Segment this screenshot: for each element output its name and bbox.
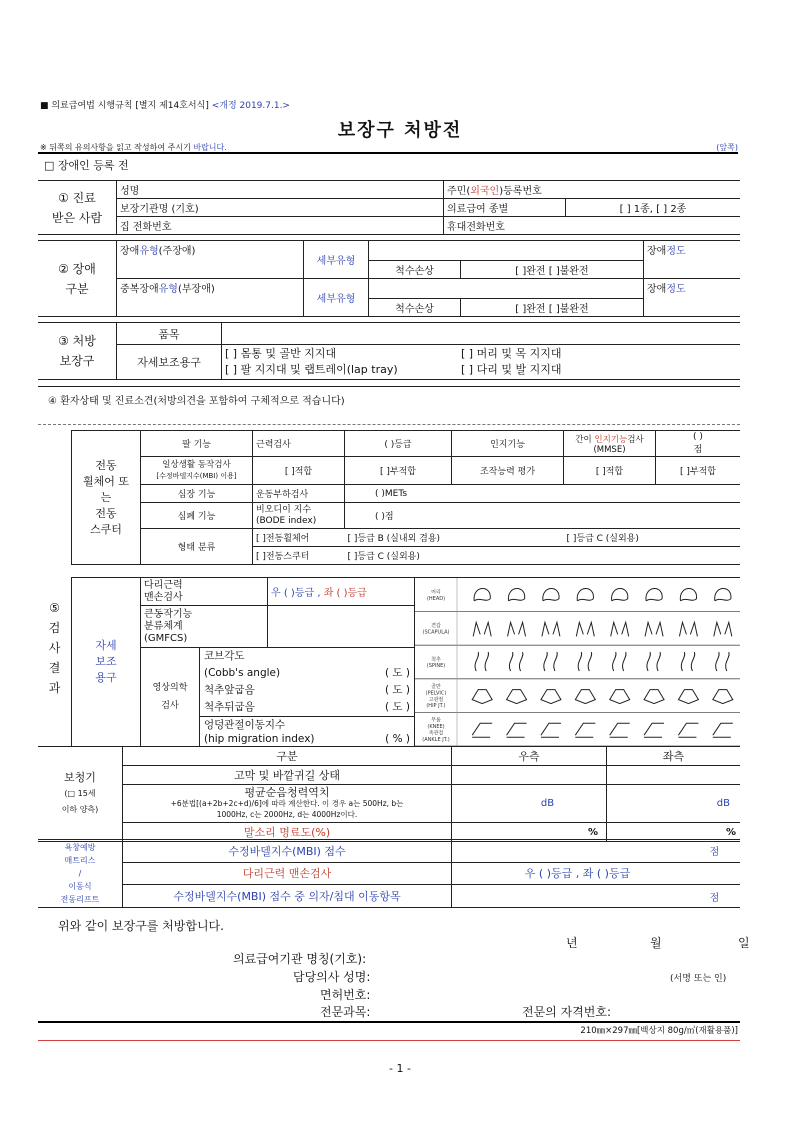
control-fit[interactable]: [ ]적합	[564, 457, 656, 485]
mobile-phone-field[interactable]: 휴대전화번호	[444, 217, 741, 235]
mbi-field[interactable]: 점	[452, 840, 741, 863]
mbi-transfer-field[interactable]: 점	[452, 885, 741, 908]
figure-sketch	[645, 622, 663, 636]
exam-posture-aid	[71, 577, 740, 747]
form-grade-c-1[interactable]: [ ]등급 C (실외용)	[564, 529, 741, 547]
figure-row	[415, 578, 740, 612]
page-title: 보장구 처방전	[337, 120, 463, 141]
patient-status-label: ④ 환자상태 및 진료소견(처방의견을 포함하여 구체적으로 적습니다)	[48, 396, 345, 407]
tympanic-left[interactable]	[607, 766, 741, 785]
home-phone-field[interactable]: 집 전화번호	[117, 217, 444, 235]
speech-label: 말소리 명료도(%)	[123, 823, 452, 842]
figure-sketch	[575, 690, 595, 704]
item-label: 품목	[117, 323, 222, 345]
control-label: 조작능력 평가	[452, 457, 564, 485]
figure-row-label: 무릎	[431, 717, 441, 724]
figure-sketch	[713, 723, 733, 737]
hip-migration[interactable]: 엉덩관절이동지수 (hip migration index) ( % )	[200, 717, 415, 747]
name-field[interactable]: 성명	[117, 181, 444, 199]
figure-sketch	[542, 622, 560, 636]
date-month[interactable]: 월	[650, 936, 662, 950]
legal-text: ■ 의료급여법 시행규칙 [별지 제14호서식]	[40, 101, 212, 111]
figure-sketch	[474, 589, 490, 601]
figure-sketch	[610, 690, 630, 704]
mmse-value[interactable]: ( ) 점	[656, 431, 741, 457]
adl-unfit[interactable]: [ ]부적합	[345, 457, 452, 485]
institution-name-label[interactable]: 의료급여기관 명칭(기호):	[233, 952, 367, 966]
degree-label-1: 장애정도	[644, 241, 741, 279]
hearing-right-header: 우측	[452, 747, 607, 766]
spinal-options-1[interactable]: [ ]완전 [ ]불완전	[461, 261, 644, 279]
figure-sketch	[613, 652, 626, 671]
gmfcs-field[interactable]	[268, 606, 415, 648]
figure-sketch	[541, 690, 561, 704]
sub-disability-type[interactable]: 중복장애유형(부장애)	[117, 279, 304, 317]
hearing-aid-label: 보청기 (□ 15세 이하 양측)	[38, 747, 123, 842]
figure-sketch	[715, 589, 731, 601]
figure-sketch	[713, 690, 733, 704]
spinal-label-1: 척수손상	[369, 261, 461, 279]
leg-test-field[interactable]: 우 ( )등급 , 좌 ( )등급	[452, 862, 741, 885]
form-wheelchair[interactable]: [ ]전동휠체어	[253, 529, 345, 547]
figure-sketch	[610, 723, 630, 737]
figure-sketch	[575, 723, 595, 737]
figure-sketch	[543, 589, 559, 601]
front-side-label: (앞쪽)	[716, 143, 738, 152]
bottom-rule	[38, 1021, 740, 1023]
posture-aid-label: 자세 보조 용구	[72, 578, 141, 747]
gmfcs-label: 큰동작기능 분류체계 (GMFCS)	[141, 606, 268, 648]
exam-results-label: ⑤ 검 사 결 과	[48, 601, 61, 695]
leg-muscle-field[interactable]: 우 ( )등급 , 좌 ( )등급	[268, 578, 415, 606]
bode-label: 비오디이 지수 (BODE index)	[253, 503, 345, 529]
institution-field[interactable]: 보장기관명 (기호)	[117, 199, 444, 217]
posture-options-right[interactable]: [ ] 머리 및 목 지지대 [ ] 다리 및 발 지지대	[458, 345, 740, 380]
sub-type-label-2: 세부유형	[304, 279, 369, 317]
adl-label: 일상생활 동작검사 [수정바델지수(MBI) 이용]	[141, 457, 253, 485]
figure-sketch	[508, 589, 524, 601]
doctor-name-label[interactable]: 담당의사 성명:	[293, 970, 371, 984]
exam-powered-wheelchair	[71, 430, 740, 565]
spinal-options-2[interactable]: [ ]완전 [ ]불완전	[461, 299, 644, 317]
section-prescription	[38, 322, 740, 380]
revision-date: <개정 2019.7.1.>	[211, 101, 290, 111]
figure-sketch	[508, 622, 526, 636]
signature-label: (서명 또는 인)	[670, 974, 727, 984]
figure-row-label: 머리	[431, 589, 441, 596]
figure-row	[415, 679, 740, 713]
figure-sketch	[611, 622, 629, 636]
sub-type-label-1: 세부유형	[304, 241, 369, 279]
form-scooter[interactable]: [ ]전동스쿠터	[253, 547, 345, 565]
legal-basis	[40, 98, 290, 111]
tympanic-label: 고막 및 바깥귀길 상태	[123, 766, 452, 785]
sub-type-field-2[interactable]	[369, 279, 644, 299]
sub-type-field-1[interactable]	[369, 241, 644, 261]
muscle-grade-field[interactable]: ( )등급	[345, 431, 452, 457]
mbi-label: 수정바델지수(MBI) 점수	[123, 840, 452, 863]
lung-label: 심폐 기능	[141, 503, 253, 529]
mmse-label: 간이 인지기능검사 (MMSE)	[564, 431, 656, 457]
hearing-division: 구분	[123, 747, 452, 766]
figure-row-label: 골반	[431, 684, 441, 690]
page-number: - 1 -	[389, 1062, 411, 1075]
pta-label: 평균순음청력역치 +6분법[(a+2b+2c+d)/6]에 따라 계산한다. 이 경우 a는 500Hz, b는 1000Hz, c는 2000Hz, d는 4000Hz이다.	[123, 785, 452, 823]
leg-muscle-label: 다리근력 맨손검사	[141, 578, 268, 606]
mets-field[interactable]: ( )METs	[345, 485, 741, 503]
prescription-statement: 위와 같이 보장구를 처방합니다.	[58, 919, 224, 933]
figure-row-label: 족관절	[428, 730, 444, 737]
figure-sketch	[647, 652, 660, 671]
imaging-label: 영상의학 검사	[141, 648, 200, 747]
section-hearing	[38, 746, 740, 842]
figure-row-label: 견갑	[431, 623, 441, 630]
figure-sketch	[576, 622, 594, 636]
figure-sketch	[472, 690, 492, 704]
cognitive-label: 인지기능	[452, 431, 564, 457]
exercise-test-label: 운동부하검사	[253, 485, 345, 503]
figure-row	[415, 645, 740, 679]
posture-support-label: 자세보조용구	[117, 345, 222, 380]
figure-row	[415, 712, 740, 746]
speech-right[interactable]: %	[452, 823, 607, 842]
prescription-label: ③ 처방 보장구	[38, 323, 117, 380]
section-mattress	[38, 839, 740, 908]
figure-row-label: (KNEE)	[427, 724, 445, 730]
imaging-values[interactable]: 코브각도 (Cobb's angle) ( 도 ) 척추앞굽음 ( 도 ) 척추뒤굽음 ( 도 )	[200, 648, 415, 717]
figure-row-label: (ANKLE JT.)	[422, 736, 450, 743]
muscle-test-label: 근력검사	[253, 431, 345, 457]
mbi-transfer-label: 수정바델지수(MBI) 점수 중 의자/침대 이동항목	[123, 885, 452, 908]
leg-test-label: 다리근력 맨손검사	[123, 862, 452, 885]
figure-sketch	[681, 652, 694, 671]
arm-function-label: 팔 기능	[141, 431, 253, 457]
hearing-left-header: 좌측	[607, 747, 741, 766]
section-patient	[38, 180, 740, 235]
registration-checkbox[interactable]: □ 장애인 등록 전	[44, 159, 129, 172]
figure-sketch	[646, 589, 662, 601]
pta-right[interactable]: dB	[452, 785, 607, 823]
figure-sketch	[509, 652, 522, 671]
bode-field[interactable]: ( )점	[345, 503, 741, 529]
figure-sketch	[475, 652, 488, 671]
main-disability-type[interactable]: 장애유형(주장애)	[117, 241, 304, 279]
body-figure-drawing	[415, 578, 740, 746]
figure-sketch	[472, 723, 492, 737]
figure-sketch	[678, 723, 698, 737]
section-disability	[38, 240, 740, 317]
figure-sketch	[678, 690, 698, 704]
date-year[interactable]: 년	[566, 936, 578, 950]
figure-row-label: 척추	[431, 656, 441, 663]
heart-label: 심장 기능	[141, 485, 253, 503]
rrn-field[interactable]: 주민(외국인)등록번호	[444, 181, 741, 199]
notice-text: ※ 뒤쪽의 유의사항을 읽고 작성하여 주시기	[40, 143, 194, 152]
specialist-number-label[interactable]: 전문의 자격번호:	[522, 1005, 612, 1019]
form-grade-c-2[interactable]: [ ]등급 C (실외용)	[345, 547, 741, 565]
adl-fit[interactable]: [ ]적합	[253, 457, 345, 485]
tympanic-right[interactable]	[452, 766, 607, 785]
figure-sketch	[714, 622, 732, 636]
date-day[interactable]: 일	[738, 936, 750, 950]
figure-sketch	[541, 723, 561, 737]
figure-sketch	[644, 723, 664, 737]
disability-label: ② 장애 구분	[38, 241, 117, 317]
posture-options-left[interactable]: [ ] 몸통 및 골반 지지대 [ ] 팔 지지대 및 랩트레이(lap tray)	[222, 345, 459, 380]
figure-row-label: (PELVIC)	[425, 690, 447, 697]
figure-sketch	[507, 723, 527, 737]
body-figure-chart	[415, 578, 741, 747]
figure-row-label: (SCAPULA)	[422, 629, 450, 636]
spinal-label-2: 척수손상	[369, 299, 461, 317]
figure-sketch	[544, 652, 557, 671]
figure-sketch	[507, 690, 527, 704]
medical-type-label: 의료급여 종별	[444, 199, 566, 217]
paper-spec: 210㎜×297㎜[백상지 80g/㎡(재활용품)]	[580, 1026, 738, 1036]
figure-sketch	[612, 589, 628, 601]
figure-sketch	[680, 589, 696, 601]
medical-type-options[interactable]: [ ] 1종, [ ] 2종	[566, 199, 741, 217]
specialty-label[interactable]: 전문과목:	[320, 1005, 371, 1019]
figure-sketch	[577, 589, 593, 601]
top-rule	[38, 152, 738, 154]
page-rule	[38, 1040, 740, 1041]
degree-label-2: 장애정도	[644, 279, 741, 317]
form-grade-b[interactable]: [ ]등급 B (실내외 겸용)	[345, 529, 564, 547]
figure-row-label: (SPINE)	[426, 663, 446, 670]
pta-left[interactable]: dB	[607, 785, 741, 823]
figure-sketch	[716, 652, 729, 671]
figure-sketch	[644, 690, 664, 704]
mattress-lift-label: 욕창예방 매트리스 / 이동식 전동리프트	[38, 840, 123, 908]
notice-highlight: 바랍니다.	[193, 143, 227, 152]
form-class-label: 형태 분류	[141, 529, 253, 565]
figure-row-label: (HIP JT.)	[426, 703, 446, 710]
s4-top-rule	[38, 386, 740, 387]
powered-wheelchair-label: 전동 휠체어 또 는 전동 스쿠터	[72, 431, 141, 565]
figure-row	[415, 612, 740, 646]
patient-label: ① 진료 받은 사람	[38, 181, 117, 235]
figure-sketch	[473, 622, 491, 636]
license-label[interactable]: 면허번호:	[320, 988, 371, 1002]
control-unfit[interactable]: [ ]부적합	[656, 457, 741, 485]
figure-row-label: (HEAD)	[426, 596, 446, 602]
figure-sketch	[679, 622, 697, 636]
s4-bottom-rule	[38, 424, 740, 425]
speech-left[interactable]: %	[607, 823, 741, 842]
item-field[interactable]	[222, 323, 741, 345]
figure-row-label: 고관절	[428, 696, 444, 703]
figure-sketch	[578, 652, 591, 671]
